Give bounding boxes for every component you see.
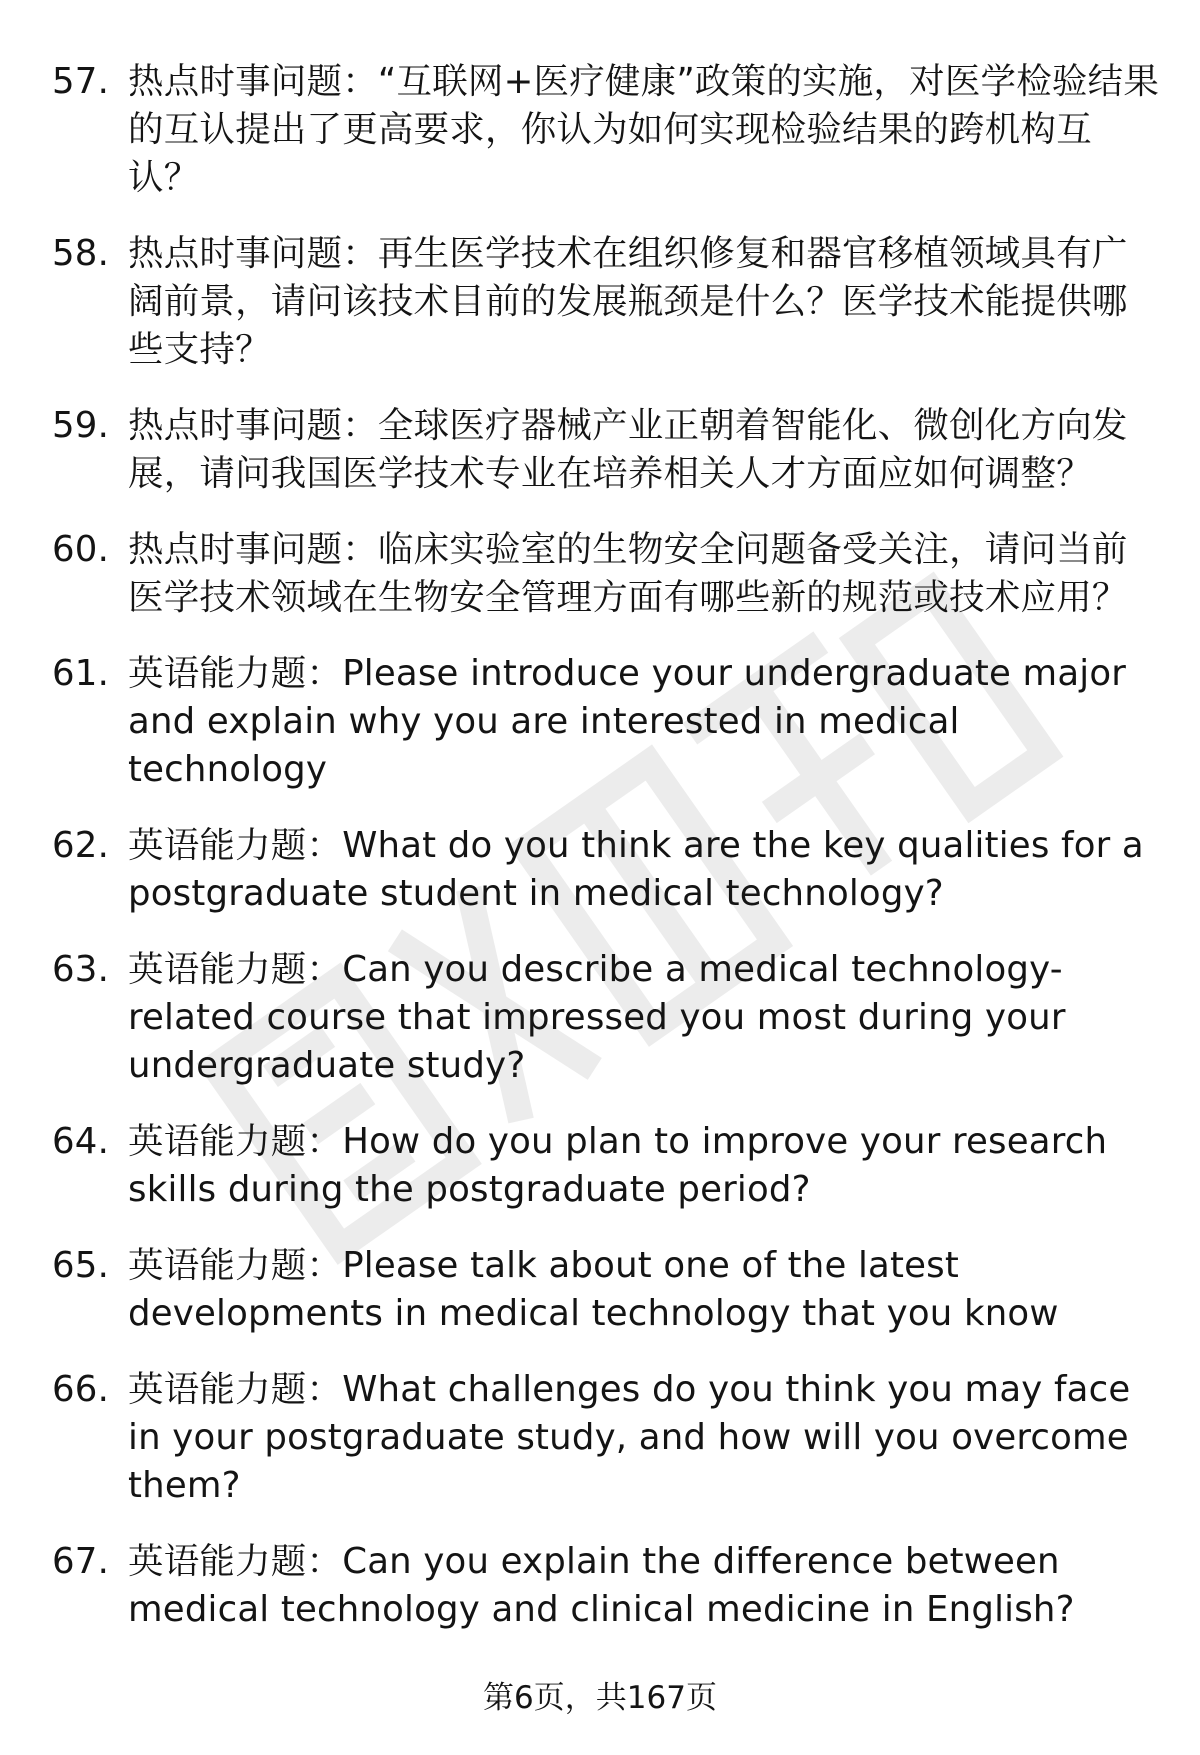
question-item — [0, 1366, 1200, 1510]
question-item — [0, 526, 1200, 622]
question-text: 英语能力题：What do you think are the key qualities for a postgraduate student in medical technology? — [128, 825, 1144, 914]
question-text: 热点时事问题：临床实验室的生物安全问题备受关注，请问当前医学技术领域在生物安全管理方面有哪些新的规范或技术应用？ — [128, 529, 1128, 618]
question-text: 英语能力题：Can you describe a medical technology-related course that impressed you most during your undergraduate study? — [128, 949, 1066, 1086]
question-item — [0, 1118, 1200, 1214]
question-number: 59. — [52, 405, 110, 446]
question-number: 62. — [52, 825, 110, 866]
question-number: 65. — [52, 1245, 110, 1286]
question-item — [0, 58, 1200, 202]
question-item — [0, 946, 1200, 1090]
question-number: 60. — [52, 529, 110, 570]
question-text: 英语能力题：Can you explain the difference between medical technology and clinical medicine in English? — [128, 1541, 1075, 1630]
question-item — [0, 1242, 1200, 1338]
question-number: 67. — [52, 1541, 110, 1582]
question-list — [0, 58, 1200, 1634]
page-footer: 第6页，共167页 — [483, 1680, 717, 1716]
question-item — [0, 230, 1200, 374]
question-text: 英语能力题：What challenges do you think you may face in your postgraduate study, and how will you overcome them? — [128, 1369, 1131, 1506]
question-text: 英语能力题：Please introduce your undergraduate major and explain why you are interested in medical technology — [128, 653, 1127, 790]
question-text: 热点时事问题：再生医学技术在组织修复和器官移植领域具有广阔前景，请问该技术目前的发展瓶颈是什么？医学技术能提供哪些支持？ — [128, 233, 1128, 370]
question-text: 热点时事问题：全球医疗器械产业正朝着智能化、微创化方向发展，请问我国医学技术专业在培养相关人才方面应如何调整？ — [128, 405, 1128, 494]
question-number: 64. — [52, 1121, 110, 1162]
question-text: 热点时事问题：“互联网+医疗健康”政策的实施，对医学检验结果的互认提出了更高要求，你认为如何实现检验结果的跨机构互认？ — [128, 61, 1160, 198]
question-number: 63. — [52, 949, 110, 990]
question-text: 英语能力题：Please talk about one of the latest developments in medical technology that you know — [128, 1245, 1059, 1334]
question-item — [0, 650, 1200, 794]
question-number: 58. — [52, 233, 110, 274]
question-item — [0, 1538, 1200, 1634]
question-item — [0, 822, 1200, 918]
question-number: 61. — [52, 653, 110, 694]
question-item — [0, 402, 1200, 498]
question-number: 66. — [52, 1369, 110, 1410]
question-text: 英语能力题：How do you plan to improve your research skills during the postgraduate period? — [128, 1121, 1108, 1210]
question-number: 57. — [52, 61, 110, 102]
